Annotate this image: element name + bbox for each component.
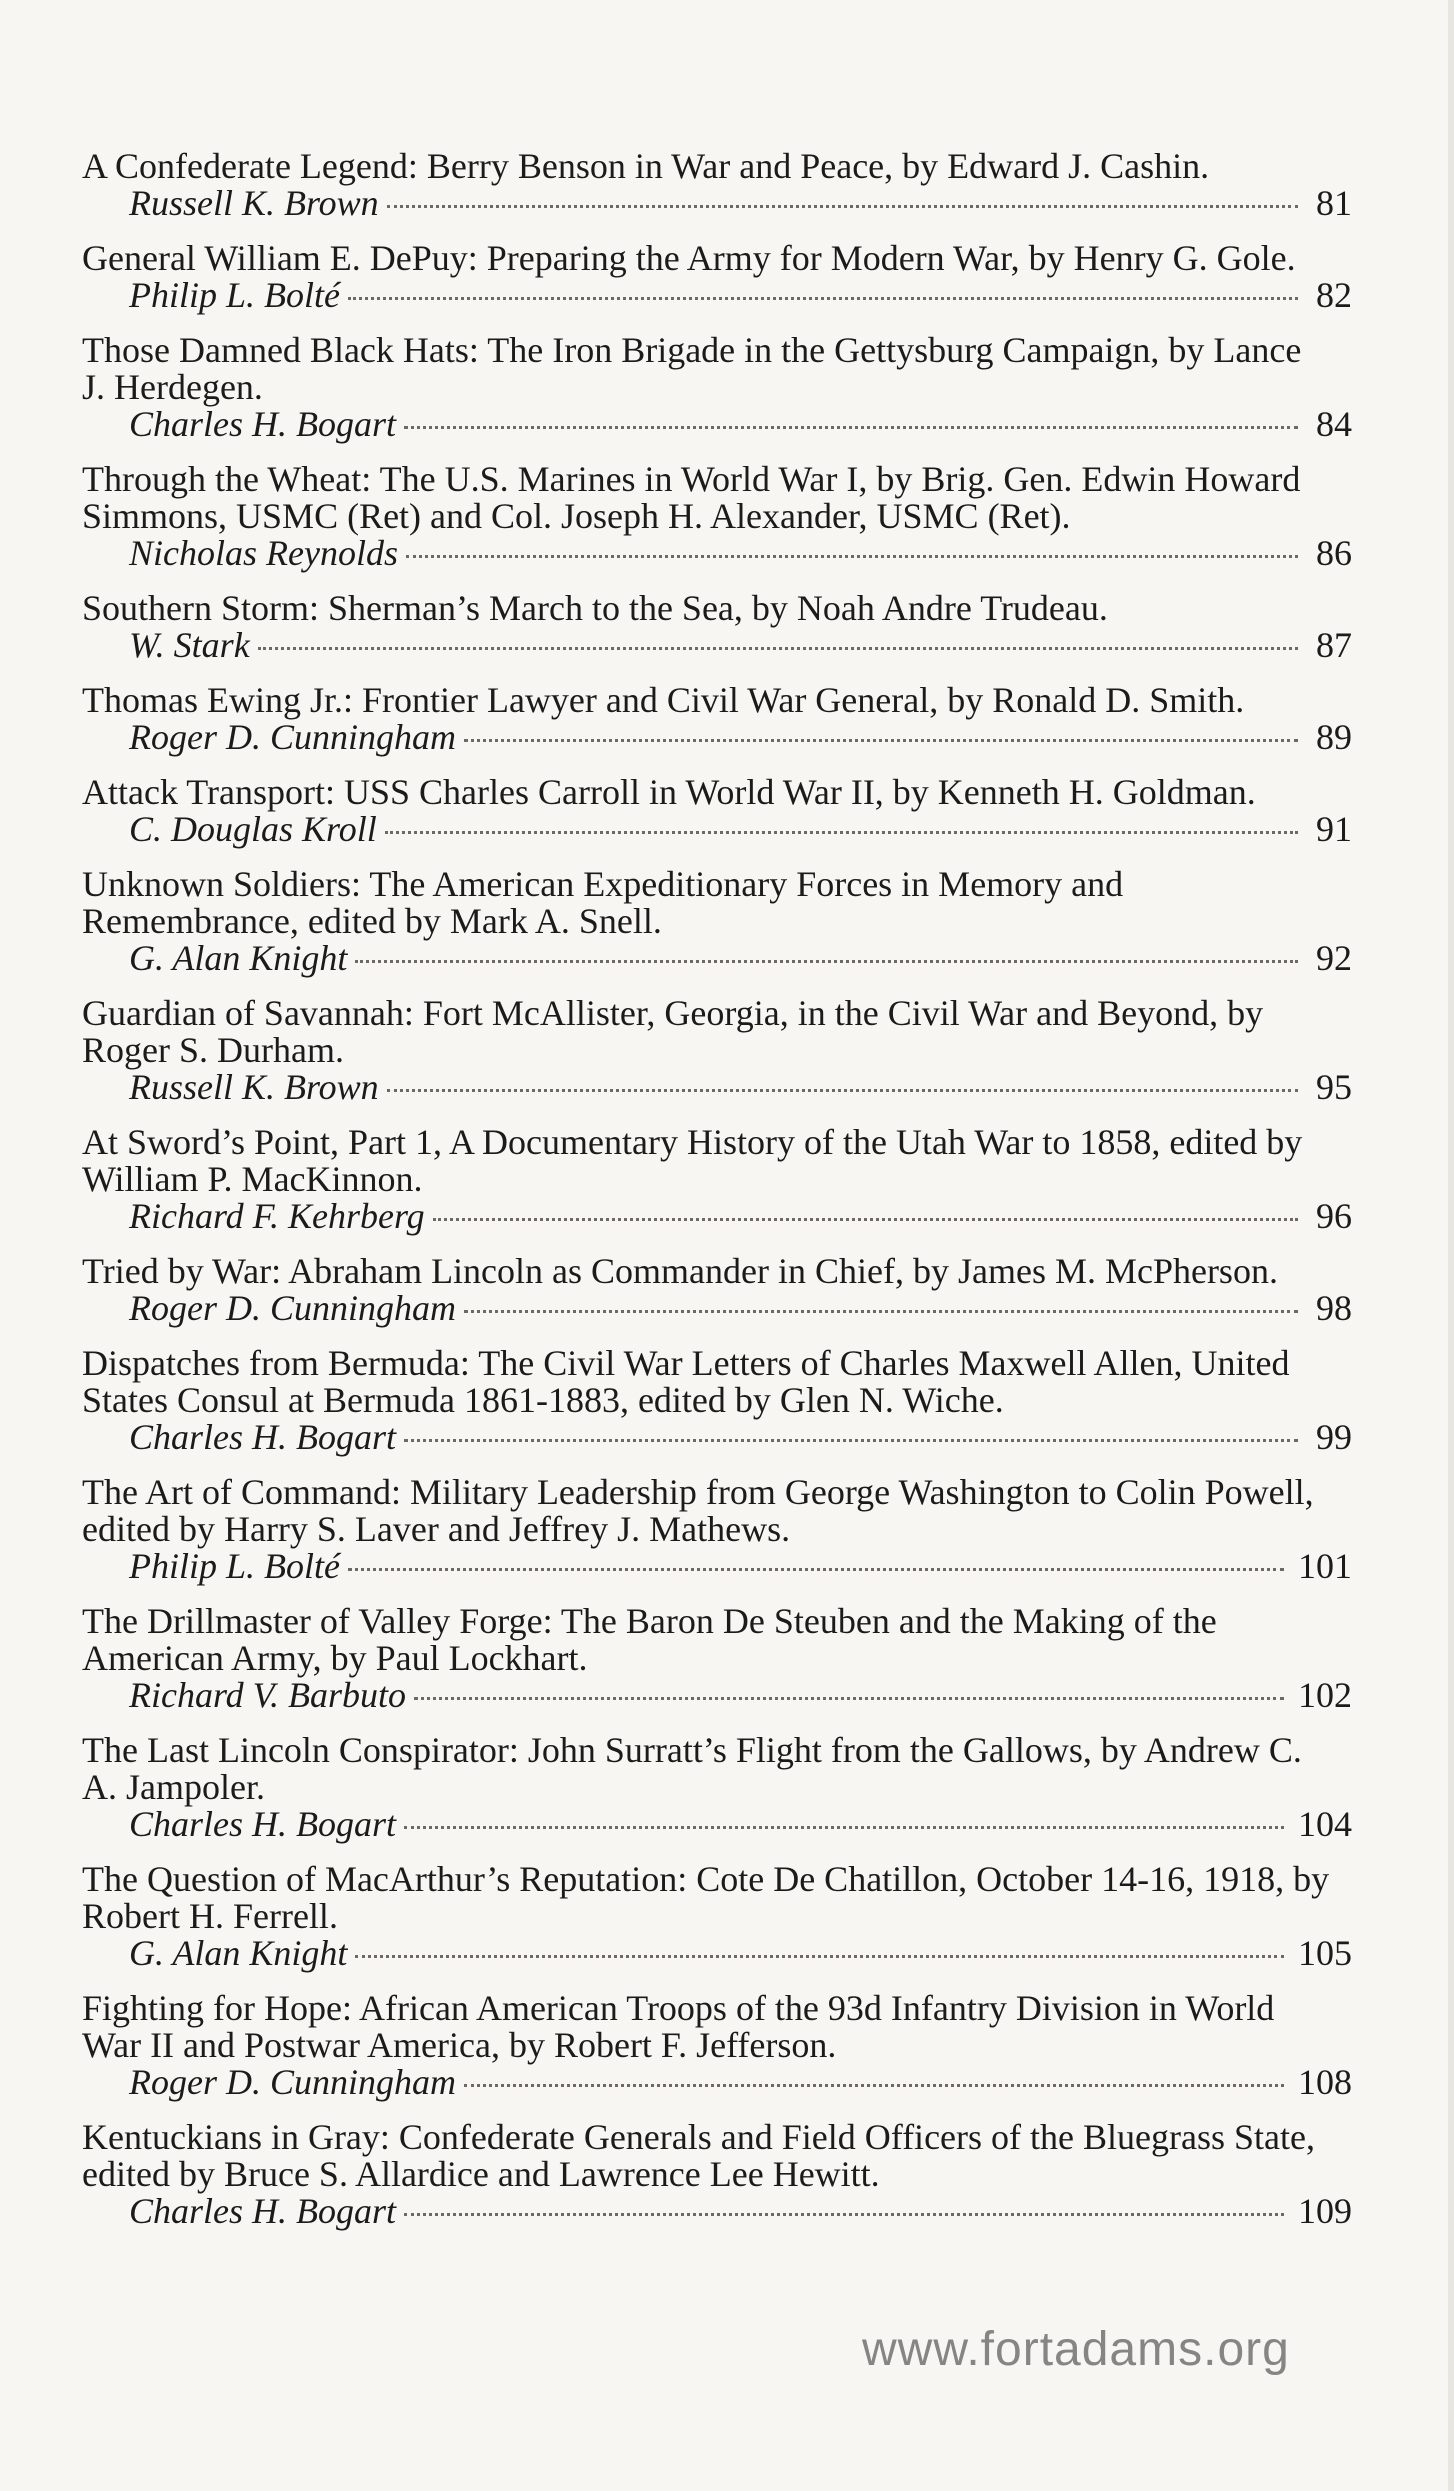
dot-leader — [404, 1439, 1298, 1442]
toc-entry — [82, 2119, 1352, 2230]
page-number: 104 — [1298, 1804, 1352, 1844]
dot-leader — [385, 831, 1298, 834]
toc-entry — [82, 240, 1352, 314]
toc-entry — [82, 995, 1352, 1106]
dot-leader — [404, 426, 1298, 429]
book-title: Through the Wheat: The U.S. Marines in World War I, by Brig. Gen. Edwin Howard Simmons, USMC (Ret) and Col. Joseph H. Alexander, USMC (Ret). — [82, 459, 1301, 536]
toc-entry — [82, 774, 1352, 848]
dot-leader — [355, 1955, 1284, 1958]
page-number: 84 — [1316, 404, 1352, 444]
reviewer-line — [82, 1069, 1352, 1106]
reviewer-name: G. Alan Knight — [129, 1933, 348, 1973]
book-title: At Sword’s Point, Part 1, A Documentary History of the Utah War to 1858, edited by William P. MacKinnon. — [82, 1122, 1303, 1199]
book-title: The Last Lincoln Conspirator: John Surratt’s Flight from the Gallows, by Andrew C. A. Jampoler. — [82, 1730, 1302, 1807]
reviewer-line — [82, 2193, 1352, 2230]
reviewer-line — [82, 1548, 1352, 1585]
reviewer-line — [82, 719, 1352, 756]
book-title: Dispatches from Bermuda: The Civil War Letters of Charles Maxwell Allen, United States Consul at Bermuda 1861-1883, edited by Glen N. Wiche. — [82, 1343, 1290, 1420]
book-title: Attack Transport: USS Charles Carroll in World War II, by Kenneth H. Goldman. — [82, 772, 1256, 812]
reviewer-line — [82, 535, 1352, 572]
page-number: 95 — [1316, 1067, 1352, 1107]
book-title: Those Damned Black Hats: The Iron Brigade in the Gettysburg Campaign, by Lance J. Herdegen. — [82, 330, 1302, 407]
page-number: 82 — [1316, 275, 1352, 315]
book-title: Fighting for Hope: African American Troops of the 93d Infantry Division in World War II and Postwar America, by Robert F. Jefferson. — [82, 1988, 1275, 2065]
toc-entry — [82, 1990, 1352, 2101]
page-number: 86 — [1316, 533, 1352, 573]
reviewer-name: Russell K. Brown — [129, 1067, 379, 1107]
reviewer-line — [82, 1198, 1352, 1235]
toc-entry — [82, 1124, 1352, 1235]
dot-leader — [464, 739, 1298, 742]
toc-entry — [82, 148, 1352, 222]
reviewer-name: Charles H. Bogart — [129, 1417, 397, 1457]
dot-leader — [464, 2084, 1284, 2087]
reviewer-line — [82, 1290, 1352, 1327]
page-number: 96 — [1316, 1196, 1352, 1236]
page-number: 99 — [1316, 1417, 1352, 1457]
toc-entry — [82, 461, 1352, 572]
reviewer-line — [82, 811, 1352, 848]
book-title: Tried by War: Abraham Lincoln as Commander in Chief, by James M. McPherson. — [82, 1251, 1278, 1291]
reviewer-name: Richard V. Barbuto — [129, 1675, 406, 1715]
page-number: 101 — [1298, 1546, 1352, 1586]
page-edge — [1448, 0, 1454, 2491]
reviewer-line — [82, 940, 1352, 977]
dot-leader — [406, 555, 1298, 558]
toc-entry — [82, 332, 1352, 443]
page-number: 81 — [1316, 183, 1352, 223]
page-number: 108 — [1298, 2062, 1352, 2102]
reviewer-name: Russell K. Brown — [129, 183, 379, 223]
reviewer-line — [82, 1806, 1352, 1843]
page-number: 92 — [1316, 938, 1352, 978]
toc-entry — [82, 1603, 1352, 1714]
reviewer-line — [82, 1935, 1352, 1972]
book-title: A Confederate Legend: Berry Benson in War and Peace, by Edward J. Cashin. — [82, 146, 1210, 186]
dot-leader — [348, 297, 1298, 300]
reviewer-line — [82, 277, 1352, 314]
toc-entry — [82, 682, 1352, 756]
dot-leader — [404, 2213, 1284, 2216]
dot-leader — [404, 1826, 1284, 1829]
page-number: 87 — [1316, 625, 1352, 665]
reviewer-name: Charles H. Bogart — [129, 404, 397, 444]
book-title: The Drillmaster of Valley Forge: The Baron De Steuben and the Making of the American Army, by Paul Lockhart. — [82, 1601, 1217, 1678]
toc-entry — [82, 590, 1352, 664]
reviewer-name: Richard F. Kehrberg — [129, 1196, 425, 1236]
dot-leader — [355, 960, 1298, 963]
reviewer-name: Philip L. Bolté — [129, 1546, 340, 1586]
toc-entry — [82, 1861, 1352, 1972]
dot-leader — [348, 1568, 1284, 1571]
book-title: Unknown Soldiers: The American Expeditionary Forces in Memory and Remembrance, edited by Mark A. Snell. — [82, 864, 1124, 941]
book-title: General William E. DePuy: Preparing the Army for Modern War, by Henry G. Gole. — [82, 238, 1296, 278]
toc-entry — [82, 1732, 1352, 1843]
reviewer-line — [82, 2064, 1352, 2101]
page-number: 109 — [1298, 2191, 1352, 2231]
book-title: The Question of MacArthur’s Reputation: Cote De Chatillon, October 14-16, 1918, by Robert H. Ferrell. — [82, 1859, 1330, 1936]
reviewer-name: Roger D. Cunningham — [129, 1288, 456, 1328]
reviewer-name: Philip L. Bolté — [129, 275, 340, 315]
toc-entry — [82, 1474, 1352, 1585]
page-number: 105 — [1298, 1933, 1352, 1973]
reviewer-name: C. Douglas Kroll — [129, 809, 377, 849]
book-title: Thomas Ewing Jr.: Frontier Lawyer and Civil War General, by Ronald D. Smith. — [82, 680, 1245, 720]
reviewer-name: Charles H. Bogart — [129, 1804, 397, 1844]
reviewer-line — [82, 1677, 1352, 1714]
reviewer-name: W. Stark — [129, 625, 250, 665]
dot-leader — [387, 205, 1298, 208]
reviewer-name: Roger D. Cunningham — [129, 2062, 456, 2102]
book-title: Southern Storm: Sherman’s March to the Sea, by Noah Andre Trudeau. — [82, 588, 1108, 628]
page-number: 89 — [1316, 717, 1352, 757]
page-number: 102 — [1298, 1675, 1352, 1715]
book-title: Guardian of Savannah: Fort McAllister, Georgia, in the Civil War and Beyond, by Roger S. Durham. — [82, 993, 1264, 1070]
book-title: The Art of Command: Military Leadership from George Washington to Colin Powell, edited by Harry S. Laver and Jeffrey J. Mathews. — [82, 1472, 1314, 1549]
toc-entry — [82, 1345, 1352, 1456]
book-title: Kentuckians in Gray: Confederate Generals and Field Officers of the Bluegrass State, edited by Bruce S. Allardice and Lawrence Lee Hewitt. — [82, 2117, 1315, 2194]
reviewer-name: G. Alan Knight — [129, 938, 348, 978]
reviewer-line — [82, 185, 1352, 222]
toc-entry — [82, 1253, 1352, 1327]
dot-leader — [387, 1089, 1298, 1092]
watermark: www.fortadams.org — [862, 2323, 1290, 2376]
page-number: 98 — [1316, 1288, 1352, 1328]
dot-leader — [464, 1310, 1298, 1313]
toc-entry — [82, 866, 1352, 977]
dot-leader — [414, 1697, 1284, 1700]
reviewer-line — [82, 1419, 1352, 1456]
reviewer-line — [82, 627, 1352, 664]
table-of-contents — [82, 148, 1352, 2248]
reviewer-name: Roger D. Cunningham — [129, 717, 456, 757]
dot-leader — [433, 1218, 1298, 1221]
reviewer-line — [82, 406, 1352, 443]
reviewer-name: Charles H. Bogart — [129, 2191, 397, 2231]
page-number: 91 — [1316, 809, 1352, 849]
dot-leader — [258, 647, 1298, 650]
reviewer-name: Nicholas Reynolds — [129, 533, 398, 573]
